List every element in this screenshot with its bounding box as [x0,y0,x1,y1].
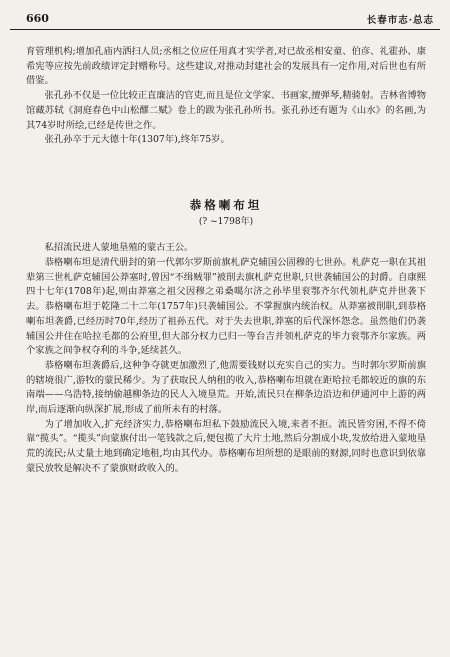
section-dates: (? ~1798年) [198,216,254,227]
section-title: 恭格喇布坦 [189,197,263,212]
paragraph-lineage: 恭格喇布坦是清代册封的第一代郭尔罗斯前旗札萨克辅国公固穆的七世孙。札萨克一职在其祖辈第三世札萨克辅国公莽塞时,曾因“不缉贼罪”被削去旗札萨克世职,只世袭辅国公的封爵。自康熙四十七年(1708年)起,则由莽塞之祖父因穆之弟桑噶尔济之孙毕里衮鄂齐尔代领札萨克并世袭下去。恭格喇布坦于乾隆二十二年(1757年)只袭辅国公。不掌握旗内统治权。从莽塞被削职,到恭格喇布坦袭爵,已经历时70年,经历了祖孙五代。对于失去世职,莽塞的后代深怀怨念。虽然他们仍袭辅国公并住在哈拉毛都的公府里,但大部分权力已归一等台吉并领札萨克的毕力衮鄂齐尔家族。两个家族之间争权夺利的斗争,延续甚久。 [26,257,426,357]
page-number: 660 [26,12,49,25]
page-header [10,12,440,28]
paragraph-summary: 私招流民进人蒙地垦殖的蒙古王公。 [44,242,194,254]
paragraph-land-reclamation: 恭格喇布坦袭爵后,这种争夺就更加激烈了,他需要钱财以充实自己的实力。当时郭尔罗斯前旗的辖境很广,游牧的蒙民稀少。为了获取民人纳租的收入,恭格喇布坦就在距哈拉毛都较近的旗的东南端——乌浩特,接纳偷越柳条边的民人入境垦荒。开始,流民只在柳条边沿边和伊通河中上游的两岸,而后逐渐向纵深扩展,形成了前所未有的村落。 [26,359,426,416]
running-title: 长春市志·总志 [366,15,434,26]
paragraph-zhang-kongsun-death: 张孔孙卒于元大德十年(1307年),终年75岁。 [44,134,230,146]
paragraph-land-brokers: 为了增加收入,扩充经济实力,恭格喇布坦私下鼓励流民入境,来者不拒。流民皆穷困,不得不倚靠“揽头”。“揽头”向蒙旗付出一笔钱款之后,便包揽了大片土地,然后分割成小块,发放给进入蒙地垦荒的流民;从丈量土地到确定地租,均由其代办。恭格喇布坦所想的是眼前的财源,同时也意识到依靠蒙民放牧是解决不了蒙旗财政收入的。 [26,418,426,474]
paragraph-policy-suggestions: 育管理机构;增加孔庙内洒扫人员;丞相之位应任用真才实学者,对已故丞相安童、伯彦、礼霍孙、康希宪等应按先前政绩评定封赠称号。这些建议,对推动封建社会的发展具有一定作用,对后世也有所借鉴。 [26,46,426,87]
header-rule [10,29,440,30]
paragraph-zhang-kongsun-artist: 张孔孙不仅是一位比较正直廉洁的官吏,而且是位文学家、书画家,擅弹琴,精骑射。吉林省博物馆藏苏轼《洞庭春色中山松醪二赋》卷上的跋为张孔孙所书。张孔孙还有题为《山水》的名画,为其74岁时所绘,已经是传世之作。 [26,90,426,131]
page-body [26,45,426,477]
